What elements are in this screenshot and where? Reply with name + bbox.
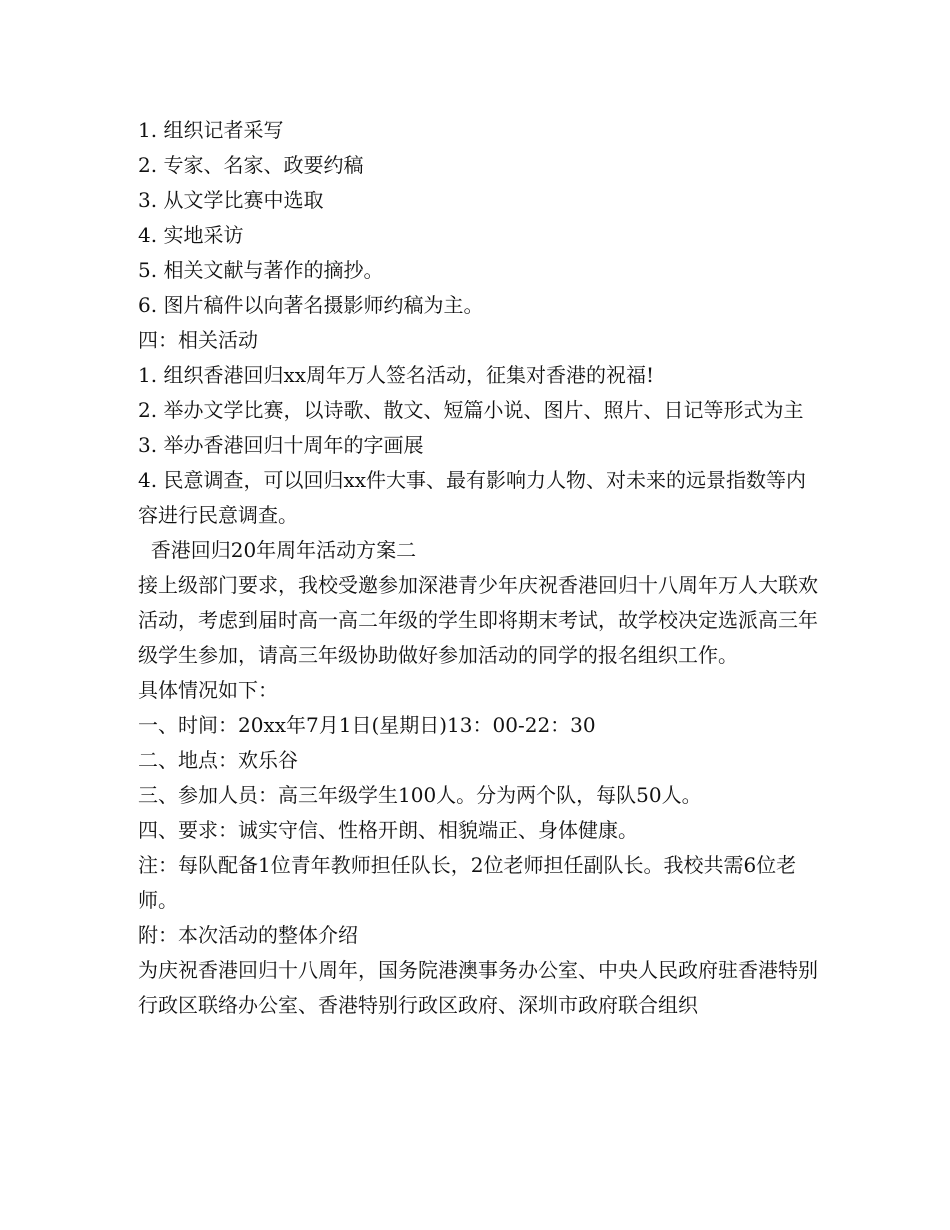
detail-location: 二、地点：欢乐谷 [138, 748, 298, 772]
list-item-calligraphy-exhibition: 3. 举办香港回归十周年的字画展 [138, 433, 424, 457]
paragraph-event-introduction: 为庆祝香港回归十八周年，国务院港澳事务办公室、中央人民政府驻香港特别行政区联络办公室、香港特别行政区政府、深圳市政府联合组织 [138, 958, 818, 1017]
list-item-organize-reporters: 1. 组织记者采写 [138, 118, 284, 142]
list-item-expert-contributions: 2. 专家、名家、政要约稿 [138, 153, 364, 177]
document-subtitle: 香港回归20年周年活动方案二 [138, 538, 417, 562]
list-item-field-interviews: 4. 实地采访 [138, 223, 244, 247]
note-teachers: 注：每队配备1位青年教师担任队长，2位老师担任副队长。我校共需6位老师。 [138, 853, 797, 912]
detail-requirements: 四、要求：诚实守信、性格开朗、相貌端正、身体健康。 [138, 818, 638, 842]
details-heading: 具体情况如下： [138, 678, 278, 702]
list-item-literature-excerpts: 5. 相关文献与著作的摘抄。 [138, 258, 384, 282]
list-item-photo-submissions: 6. 图片稿件以向著名摄影师约稿为主。 [138, 293, 484, 317]
document-body [138, 113, 818, 1023]
list-item-signature-campaign: 1. 组织香港回归xx周年万人签名活动，征集对香港的祝福! [138, 363, 655, 387]
list-item-literary-contest-selection: 3. 从文学比赛中选取 [138, 188, 324, 212]
list-item-opinion-survey: 4. 民意调查，可以回归xx件大事、最有影响力人物、对未来的远景指数等内容进行民意调查。 [138, 468, 806, 527]
detail-time: 一、时间：20xx年7月1日(星期日)13：00-22：30 [138, 713, 596, 737]
list-item-literary-contest: 2. 举办文学比赛，以诗歌、散文、短篇小说、图片、照片、日记等形式为主 [138, 398, 804, 422]
appendix-heading: 附：本次活动的整体介绍 [138, 923, 358, 947]
detail-participants: 三、参加人员：高三年级学生100人。分为两个队，每队50人。 [138, 783, 702, 807]
paragraph-intro: 接上级部门要求，我校受邀参加深港青少年庆祝香港回归十八周年万人大联欢活动，考虑到届时高一高二年级的学生即将期末考试，故学校决定选派高三年级学生参加，请高三年级协助做好参加活动的同学的报名组织工作。 [138, 573, 818, 667]
section-heading-related-activities: 四：相关活动 [138, 328, 258, 352]
